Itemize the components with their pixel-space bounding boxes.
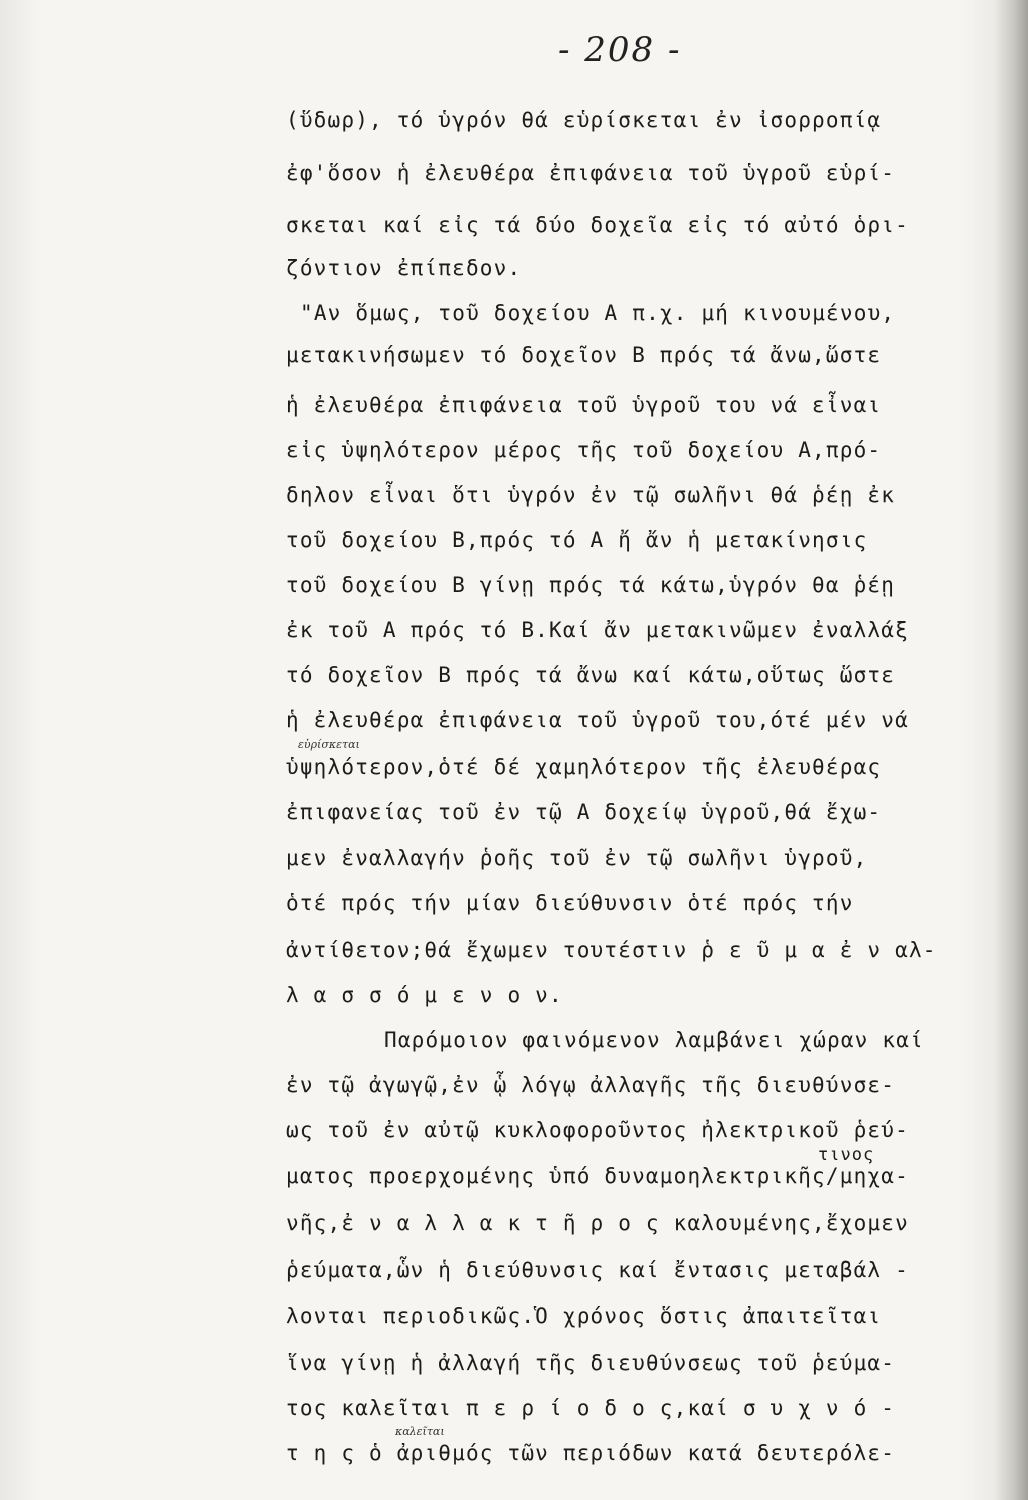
text-line-3: σκεται καί εἰς τά δύο δοχεῖα εἰς τό αὐτό ὁρι- [286,213,909,237]
text-line-21: Παρόμοιον φαινόμενον λαμβάνει χώραν καί [384,1028,924,1052]
text-line-27: λονται περιοδικῶς.Ὁ χρόνος ὅστις ἀπαιτεῖται [286,1304,882,1328]
text-line-16: ἐπιφανείας τοῦ ἐν τῷ Α δοχείῳ ὑγροῦ,θά ἔχω- [286,800,882,824]
text-line-13: τό δοχεῖον Β πρός τά ἄνω καί κάτω,οὕτως ὥστε [286,663,896,687]
text-line-22: ἐν τῷ ἀγωγῷ,ἐν ᾧ λόγῳ ἀλλαγῆς τῆς διευθύνσε- [286,1073,896,1097]
text-line-17: μεν ἐναλλαγήν ῥοῆς τοῦ ἐν τῷ σωλῆνι ὑγροῦ, [286,846,868,870]
text-line-25: νῆς,ἐ ν α λ λ α κ τ ῆ ρ ο ς καλουμένης,ἔχομεν [286,1211,909,1235]
text-line-1: (ὕδωρ), τό ὑγρόν θά εὑρίσκεται ἐν ἰσορροπίᾳ [286,108,882,132]
text-line-6: μετακινήσωμεν τό δοχεῖον Β πρός τά ἄνω,ὥστε [286,343,882,367]
text-line-18: ὁτέ πρός τήν μίαν διεύθυνσιν ὁτέ πρός τήν [286,891,854,915]
text-line-14: ἡ ἐλευθέρα ἐπιφάνεια τοῦ ὑγροῦ του,ότέ μέν νά [286,708,909,732]
text-line-15: ὑψηλότερον,ὁτέ δέ χαμηλότερον τῆς ἐλευθέρας [286,755,882,779]
text-line-9: δηλον εἶναι ὅτι ὑγρόν ἐν τῷ σωλῆνι θά ῥέῃ ἐκ [286,483,896,507]
typed-insertion: τινος [818,1145,875,1165]
page-number: - 208 - [558,30,682,70]
text-line-10: τοῦ δοχείου Β,πρός τό Α ἤ ἄν ἡ μετακίνησις [286,528,868,552]
handwritten-insertion-2: καλεῖται [395,1425,445,1438]
handwritten-insertion: εὑρίσκεται [298,738,360,751]
page-edge-shadow [994,0,1028,1500]
text-line-26: ῥεύματα,ὧν ἡ διεύθυνσις καί ἔντασις μεταβάλ - [286,1258,909,1282]
text-line-4: ζόντιον ἐπίπεδον. [286,256,522,280]
text-line-11: τοῦ δοχείου Β γίνῃ πρός τά κάτω,ὑγρόν θα ῥέῃ [286,573,896,597]
text-line-12: ἐκ τοῦ Α πρός τό Β.Καί ἄν μετακινῶμεν ἐναλλάξ [286,618,909,642]
text-line-30: τ η ς ὁ ἀριθμός τῶν περιόδων κατά δευτερόλε- [286,1441,896,1465]
text-line-23: ως τοῦ ἐν αὐτῷ κυκλοφοροῦντος ἠλεκτρικοῦ ῥεύ- [286,1118,909,1142]
text-line-28: ἵνα γίνῃ ἡ ἀλλαγή τῆς διευθύνσεως τοῦ ῥεύμα- [286,1351,896,1375]
text-line-8: εἰς ὑψηλότερον μέρος τῆς τοῦ δοχείου Α,πρό- [286,438,882,462]
text-line-2: ἐφ'ὅσον ἡ ἐλευθέρα ἐπιφάνεια τοῦ ὑγροῦ εὑρί- [286,161,896,185]
text-line-7: ἡ ἐλευθέρα ἐπιφάνεια τοῦ ὑγροῦ του νά εἶναι [286,393,882,417]
text-line-24: ματος προερχομένης ὑπό δυναμοηλεκτρικῆς/μηχα- [286,1164,909,1188]
text-line-20: λ α σ σ ό μ ε ν ο ν. [286,983,563,1007]
text-line-5: "Αν ὅμως, τοῦ δοχείου Α π.χ. μή κινουμένου, [300,301,896,325]
text-line-29: τος καλεῖται π ε ρ ί ο δ ο ς,καί σ υ χ ν ό - [286,1396,896,1420]
text-line-19: ἀντίθετον;θά ἔχωμεν τουτέστιν ῥ ε ῦ μ α ἐ ν αλ- [286,938,937,962]
